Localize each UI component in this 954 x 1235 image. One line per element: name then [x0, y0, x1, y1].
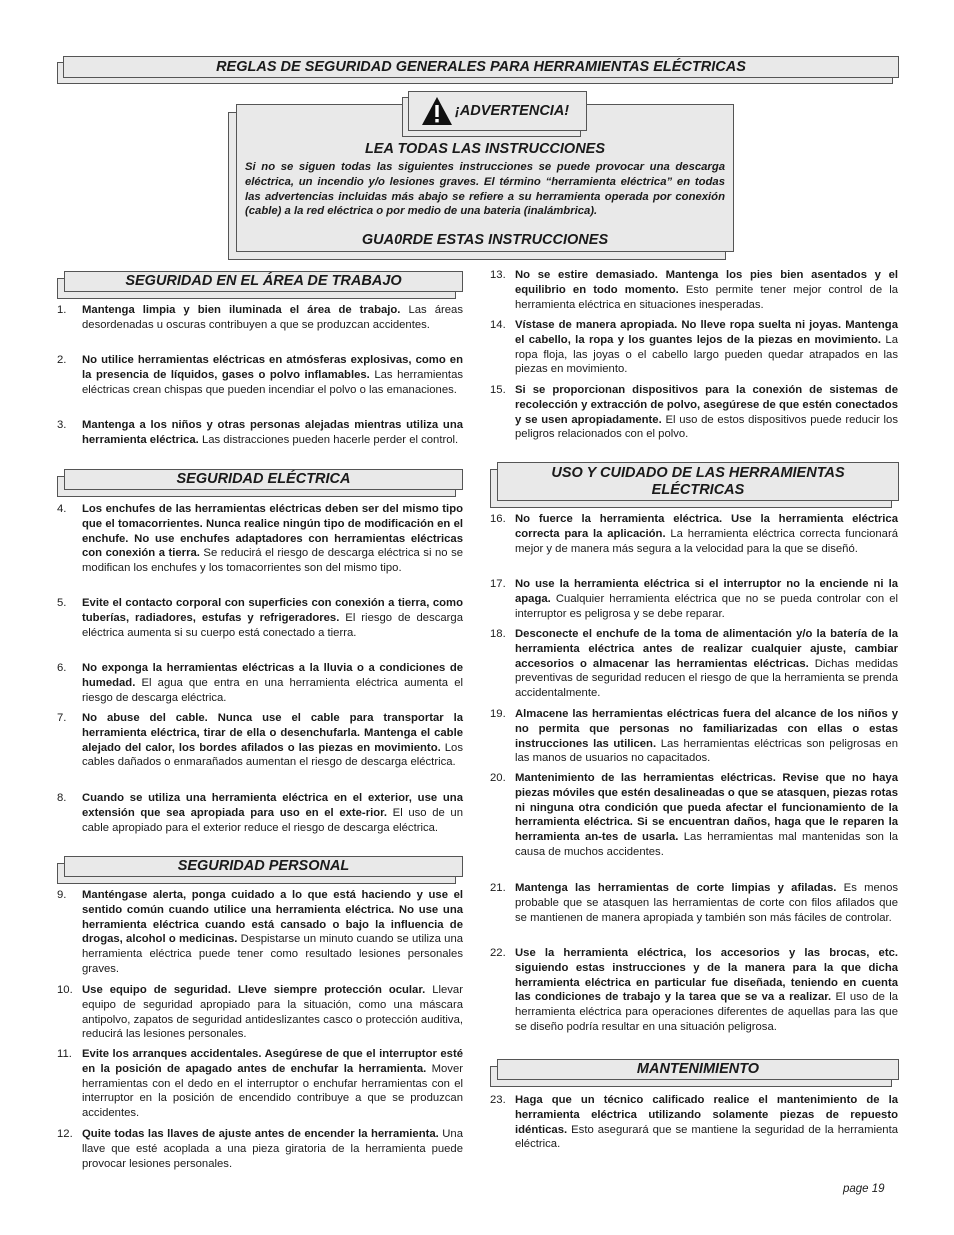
page-title: REGLAS DE SEGURIDAD GENERALES PARA HERRAMIENTAS ELÉCTRICAS: [216, 58, 746, 75]
list-item: [490, 627, 898, 701]
item-number: 8.: [57, 792, 67, 804]
item-text: El riesgo de descarga eléctrica aumenta si su cuerpo está conectado a tierra.: [82, 611, 463, 639]
item-number: 19.: [490, 708, 506, 720]
item-bold-text: Mantenga limpia y bien iluminada el área de trabajo.: [82, 304, 401, 316]
item-number: 13.: [490, 269, 506, 281]
section-title: SEGURIDAD ELÉCTRICA: [176, 471, 351, 487]
item-bold-text: Si se proporcionan dispositivos para la conexión de sistemas de recolección y extracción de polvo, asegúrese de que estén conectados y se usen apropiadamente.: [515, 384, 898, 426]
list-item: [57, 661, 463, 705]
section-title: SEGURIDAD PERSONAL: [177, 858, 350, 874]
list-item: [490, 771, 898, 860]
list-item: [490, 707, 898, 766]
item-bold-text: No fuerce la herramienta eléctrica. Use la herramienta eléctrica correcta para la aplicación.: [515, 513, 898, 540]
list-item: [57, 1127, 463, 1171]
item-bold-text: Use equipo de seguridad. Lleve siempre protección ocular.: [82, 984, 426, 996]
warning-footer: GUA0RDE ESTAS INSTRUCCIONES: [361, 232, 609, 248]
page-number: page 19: [843, 1183, 885, 1195]
item-bold-text: No exponga la herramientas eléctricas a la lluvia o a condiciones de humedad.: [82, 662, 463, 689]
section-title: SEGURIDAD EN EL ÁREA DE TRABAJO: [125, 273, 402, 289]
item-bold-text: Manténgase alerta, ponga cuidado a lo que está haciendo y use el sentido común cuando utilice una herramienta eléctrica. No use una herramienta eléctrica cuando está cansado o bajo la influencia de drogas, alcohol o medicinas.: [82, 889, 463, 946]
left-column: [57, 0, 463, 1235]
item-number: 20.: [490, 772, 506, 784]
item-text: Las áreas desordenadas u oscuras contribuyen a que se produzcan accidentes.: [82, 304, 463, 331]
list-item: [490, 881, 898, 925]
item-bold-text: Desconecte el enchufe de la toma de alimentación y/o la batería de la herramienta eléctrica antes de realizar cualquier ajuste, cambiar accesorios o almacenar las herramientas eléctricas.: [515, 628, 898, 670]
warning-heading: LEA TODAS LAS INSTRUCCIONES: [364, 141, 606, 157]
list-item: [490, 383, 898, 442]
list-item: [57, 791, 463, 835]
item-text: Cualquier herramienta eléctrica que no se pueda controlar con el interruptor es peligrosa y se debe reparar.: [515, 592, 898, 620]
item-text: Esto permite tener mejor control de la herramienta eléctrica en situaciones inesperadas.: [515, 283, 898, 311]
item-number: 1.: [57, 304, 67, 316]
item-text: Mover herramientas con el dedo en el interruptor o enchufar herramientas con el interruptor en la posición de encendido contribuye a que se produzcan accidentes.: [82, 1062, 463, 1120]
item-bold-text: No use la herramienta eléctrica si el interruptor no la enciende ni la apaga.: [515, 578, 898, 605]
item-text: Las distracciones pueden hacerle perder el control.: [198, 433, 459, 446]
item-number: 3.: [57, 419, 67, 431]
item-number: 17.: [490, 578, 506, 590]
item-text: Se reducirá el riesgo de descarga eléctrica si no se modifican los enchufes y los tomacorrientes son del mismo tipo.: [82, 547, 463, 575]
item-text: Es menos probable que se atasquen las herramientas de corte con filos afilados que se mantienen de manera apropiada y también son más fáciles de controlar.: [515, 882, 899, 924]
item-bold-text: No se estire demasiado. Mantenga los pies bien asentados y el equilibrio en todo momento.: [515, 269, 898, 296]
list-item: [57, 711, 463, 770]
item-text: Llevar equipo de seguridad apropiado para la situación, como una máscara antipolvo, zapatos de seguridad antideslizantes casco o protección auditiva, reducirá las lesiones personales.: [82, 984, 463, 1041]
item-text: Esto asegurará que se mantiene la seguridad de la herramienta eléctrica.: [515, 1123, 898, 1151]
item-text: La ropa floja, las joyas o el cabello largo pueden quedar atrapados en las piezas en movimiento.: [515, 333, 898, 376]
item-number: 14.: [490, 319, 506, 331]
item-number: 11.: [57, 1048, 72, 1060]
list-item: [57, 502, 463, 576]
item-number: 12.: [57, 1128, 73, 1140]
item-bold-text: Quite todas las llaves de ajuste antes de encender la herramienta.: [82, 1128, 439, 1140]
item-number: 21.: [490, 882, 506, 894]
item-text: Despistarse un minuto cuando se utiliza una herramienta eléctrica puede tener como resultado lesiones personales graves.: [82, 933, 464, 975]
warning-label: ¡ADVERTENCIA!: [455, 102, 570, 119]
item-bold-text: Almacene las herramientas eléctricas fuera del alcance de los niños y no permita que personas no familiarizadas con ellas o estas instrucciones las utilicen.: [515, 708, 898, 750]
list-item: [57, 983, 463, 1042]
item-text: Los cables dañados o enmarañados aumentan el riesgo de descarga eléctrica.: [82, 741, 463, 769]
item-bold-text: Cuando se utiliza una herramienta eléctrica en el exterior, use una extensión que sea apropiada para uso en el exte-rior.: [82, 792, 463, 819]
list-item: [490, 577, 898, 621]
item-text: Dichas medidas preventivas de seguridad reducen el riesgo de que la herramienta se prenda accidentalmente.: [515, 657, 898, 700]
item-number: 2.: [57, 354, 67, 366]
item-text: El uso de la herramienta eléctrica para operaciones diferentes de aquellas para las que se diseño podría resultar en una situación peligrosa.: [515, 991, 899, 1033]
item-bold-text: Evite los arranques accidentales. Asegúrese de que el interruptor esté en la posición de apagado antes de enchufar la herramienta.: [82, 1048, 463, 1075]
right-column: [490, 0, 898, 1235]
item-text: La herramienta eléctrica correcta funcionará mejor y de manera más segura a la velocidad para la que se diseñó.: [515, 527, 898, 555]
item-number: 22.: [490, 947, 506, 959]
list-item: [57, 418, 463, 448]
item-number: 16.: [490, 513, 506, 525]
item-bold-text: Evite el contacto corporal con superficies con conexión a tierra, como tuberías, radiadores, estufas y refrigeradores.: [82, 597, 463, 624]
item-number: 5.: [57, 597, 67, 609]
section-title: MANTENIMIENTO: [636, 1061, 760, 1077]
item-text: El uso de estos dispositivos puede reducir los peligros relacionados con el polvo.: [515, 413, 898, 441]
item-number: 6.: [57, 662, 67, 674]
warning-text: Si no se siguen todas las siguientes instrucciones se puede provocar una descarga eléctrica, un incendio y/o lesiones graves. El término “herramienta eléctrica” en todas las advertencias incluidas más abajo se refiere a su herramienta operada por conexión (cable) a la red eléctrica o por medio de una bateria (inalámbrica).: [245, 161, 725, 218]
list-item: [57, 888, 463, 977]
item-number: 10.: [57, 984, 73, 996]
list-item: [490, 512, 898, 556]
item-number: 15.: [490, 384, 506, 396]
item-text: El agua que entra en una herramienta eléctrica aumenta el riesgo de descarga eléctrica.: [82, 676, 463, 704]
list-item: [490, 318, 898, 377]
section-title: USO Y CUIDADO DE LAS HERRAMIENTAS ELÉCTRICAS: [551, 464, 845, 498]
item-bold-text: No abuse del cable. Nunca use el cable para transportar la herramienta eléctrica, tirar de ella o desenchufarla. Mantenga el cable alejado del calor, los bordes afilados o las piezas en movimiento.: [82, 712, 463, 754]
item-text: Las herramientas eléctricas crean chispas que pueden incendiar el polvo o las emanaciones.: [82, 368, 463, 396]
item-number: 4.: [57, 503, 67, 515]
item-text: Las herramientas mal mantenidas son la causa de muchos accidentes.: [515, 831, 898, 858]
list-item: [57, 303, 463, 333]
list-item: [57, 1047, 463, 1121]
item-number: 9.: [57, 889, 67, 901]
list-item: [57, 596, 463, 640]
item-number: 23.: [490, 1094, 506, 1106]
item-bold-text: Mantenimiento de las herramientas eléctricas. Revise que no haya piezas móviles que estén desalineadas o que se atasquen, piezas rotas ni ninguna otra condición que pueda afectar el funcionamiento de la herramienta eléctrica. Si se encuentran daños, haga que le reparen la herramienta an-tes de usarla.: [515, 772, 898, 844]
item-text: El uso de un cable apropiado para el exterior reduce el riesgo de descarga eléctrica.: [82, 806, 463, 834]
item-bold-text: No utilice herramientas eléctricas en atmósferas explosivas, como en la presencia de líquidos, gases o polvo inflamables.: [82, 354, 463, 381]
item-text: Una llave que esté acoplada a una pieza giratoria de la herramienta puede provocar lesiones personales.: [82, 1128, 463, 1170]
list-item: [490, 1093, 898, 1152]
item-bold-text: Vístase de manera apropiada. No lleve ropa suelta ni joyas. Mantenga el cabello, la ropa y los guantes lejos de la piezas en movimiento.: [515, 319, 898, 346]
item-bold-text: Mantenga a los niños y otras personas alejadas mientras utiliza una herramienta eléctrica.: [82, 419, 463, 446]
item-bold-text: Use la herramienta eléctrica, los accesorios y las brocas, etc. siguiendo estas instrucciones y de la manera para la que dicha herramienta eléctrica en particular fue diseñada, teniendo en cuenta las condiciones de trabajo y la tarea que se va a realizar.: [515, 947, 898, 1004]
item-bold-text: Haga que un técnico calificado realice el mantenimiento de la herramienta eléctrica utilizando solamente piezas de repuesto idénticas.: [515, 1094, 898, 1136]
item-text: Las herramientas eléctricas son peligrosas en las manos de usuarios no capacitados.: [515, 737, 898, 765]
item-bold-text: Mantenga las herramientas de corte limpias y afiladas.: [515, 882, 837, 894]
list-item: [490, 268, 898, 312]
item-number: 18.: [490, 628, 506, 640]
item-number: 7.: [57, 712, 67, 724]
list-item: [57, 353, 463, 397]
item-bold-text: Los enchufes de las herramientas eléctricas deben ser del mismo tipo que el tomacorrientes. Nunca realice ningún tipo de modificación en el enchufe. No use enchufes adaptadores con herramientas eléctricas con conexión a tierra.: [82, 503, 463, 560]
list-item: [490, 946, 898, 1035]
